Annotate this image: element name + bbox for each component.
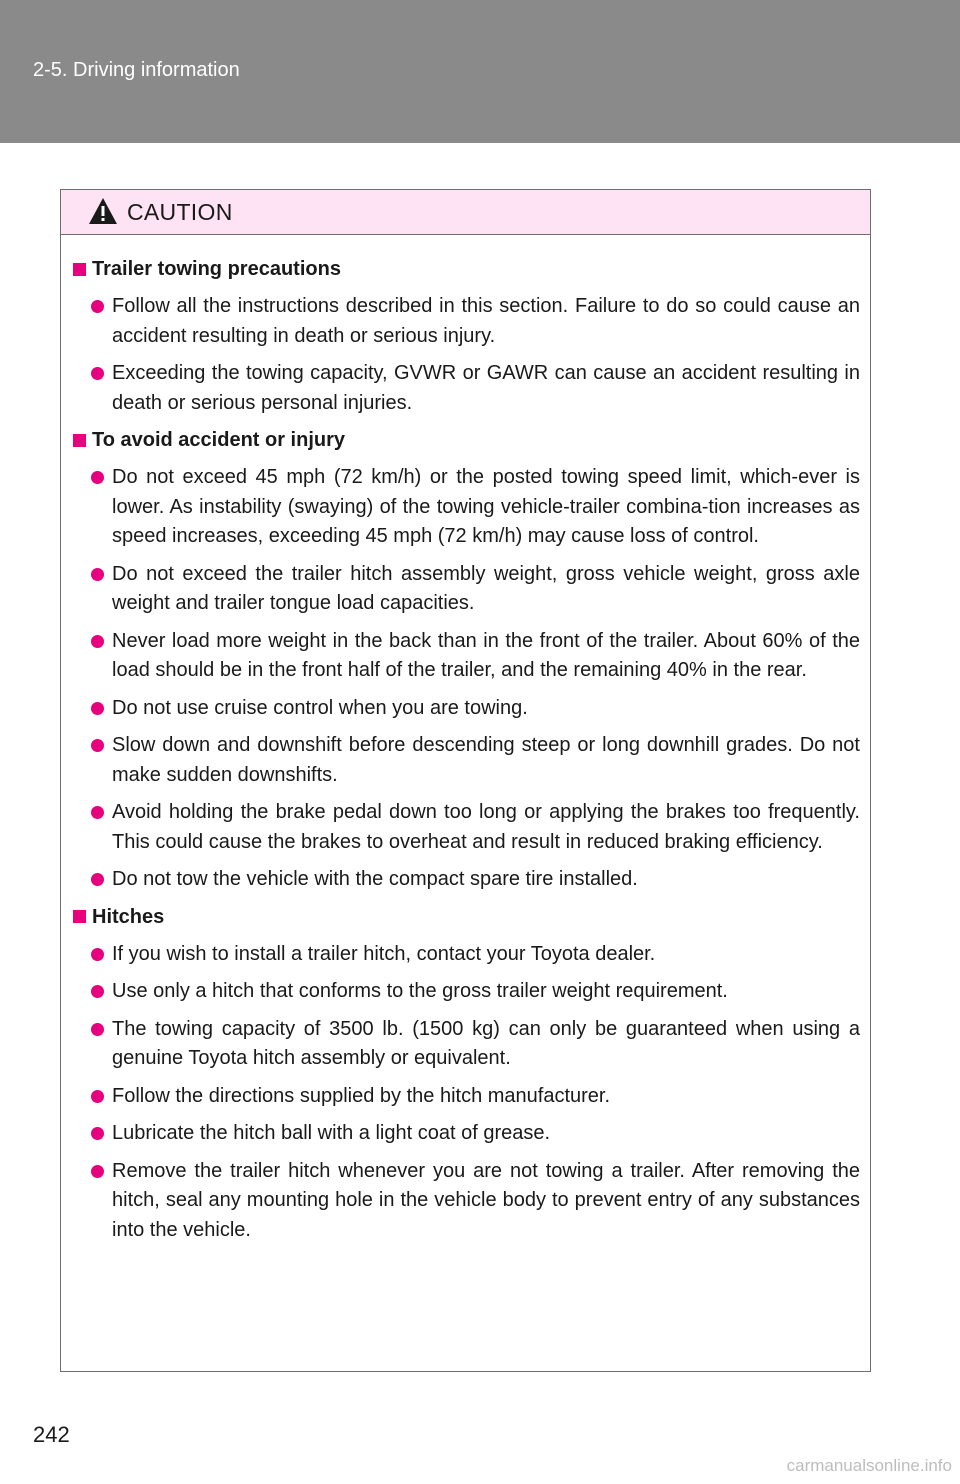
list-item: Never load more weight in the back than in the front of the trailer. About 60% of the load should be in the front half of the trailer, and the remaining 40% in the rear. — [71, 627, 860, 686]
caution-section — [71, 426, 860, 895]
square-bullet-icon — [73, 434, 86, 447]
list-item: Follow all the instructions described in this section. Failure to do so could cause an accident resulting in death or serious injury. — [71, 292, 860, 351]
list-item: Avoid holding the brake pedal down too long or applying the brakes too frequently. This could cause the brakes to overheat and result in reduced braking efficiency. — [71, 798, 860, 857]
section-heading: To avoid accident or injury — [71, 426, 860, 454]
caution-header — [61, 190, 870, 235]
watermark: carmanualsonline.info — [786, 1456, 952, 1475]
bullet-dot-icon — [91, 873, 104, 886]
bullet-dot-icon — [91, 1165, 104, 1178]
page-header — [0, 0, 960, 143]
bullet-dot-icon — [91, 739, 104, 752]
bullet-dot-icon — [91, 1090, 104, 1103]
bullet-dot-icon — [91, 300, 104, 313]
bullet-dot-icon — [91, 985, 104, 998]
warning-triangle-icon — [87, 196, 119, 226]
page-number: 242 — [33, 1422, 70, 1447]
bullet-dot-icon — [91, 806, 104, 819]
caution-box — [60, 189, 871, 1372]
bullet-dot-icon — [91, 1023, 104, 1036]
list-item: The towing capacity of 3500 lb. (1500 kg) can only be guaranteed when using a genuine Toyota hitch assembly or equivalent. — [71, 1015, 860, 1074]
list-item: Slow down and downshift before descending steep or long downhill grades. Do not make sudden downshifts. — [71, 731, 860, 790]
caution-section — [71, 903, 860, 1246]
list-item: Exceeding the towing capacity, GVWR or GAWR can cause an accident resulting in death or serious personal injuries. — [71, 359, 860, 418]
list-item: Do not exceed the trailer hitch assembly weight, gross vehicle weight, gross axle weight and trailer tongue load capacities. — [71, 560, 860, 619]
bullet-dot-icon — [91, 367, 104, 380]
list-item: Follow the directions supplied by the hitch manufacturer. — [71, 1082, 860, 1112]
list-item: Lubricate the hitch ball with a light coat of grease. — [71, 1119, 860, 1149]
bullet-dot-icon — [91, 635, 104, 648]
bullet-dot-icon — [91, 1127, 104, 1140]
caution-section — [71, 255, 860, 418]
bullet-dot-icon — [91, 568, 104, 581]
square-bullet-icon — [73, 910, 86, 923]
section-heading: Trailer towing precautions — [71, 255, 860, 283]
list-item: Remove the trailer hitch whenever you are not towing a trailer. After removing the hitch, seal any mounting hole in the vehicle body to prevent entry of any substances into the vehicle. — [71, 1157, 860, 1246]
bullet-dot-icon — [91, 702, 104, 715]
list-item: Do not exceed 45 mph (72 km/h) or the posted towing speed limit, which-ever is lower. As instability (swaying) of the towing vehicle-trailer combina-tion increases as speed increases, exceeding 45 mph (72 km/h) may cause loss of control. — [71, 463, 860, 552]
list-item: If you wish to install a trailer hitch, contact your Toyota dealer. — [71, 940, 860, 970]
list-item: Do not use cruise control when you are towing. — [71, 694, 860, 724]
section-heading: Hitches — [71, 903, 860, 931]
caution-title: CAUTION — [127, 199, 233, 225]
square-bullet-icon — [73, 263, 86, 276]
bullet-dot-icon — [91, 948, 104, 961]
bullet-dot-icon — [91, 471, 104, 484]
list-item: Use only a hitch that conforms to the gross trailer weight requirement. — [71, 977, 860, 1007]
caution-content — [61, 235, 870, 1245]
section-title: 2-5. Driving information — [33, 59, 240, 81]
list-item: Do not tow the vehicle with the compact spare tire installed. — [71, 865, 860, 895]
